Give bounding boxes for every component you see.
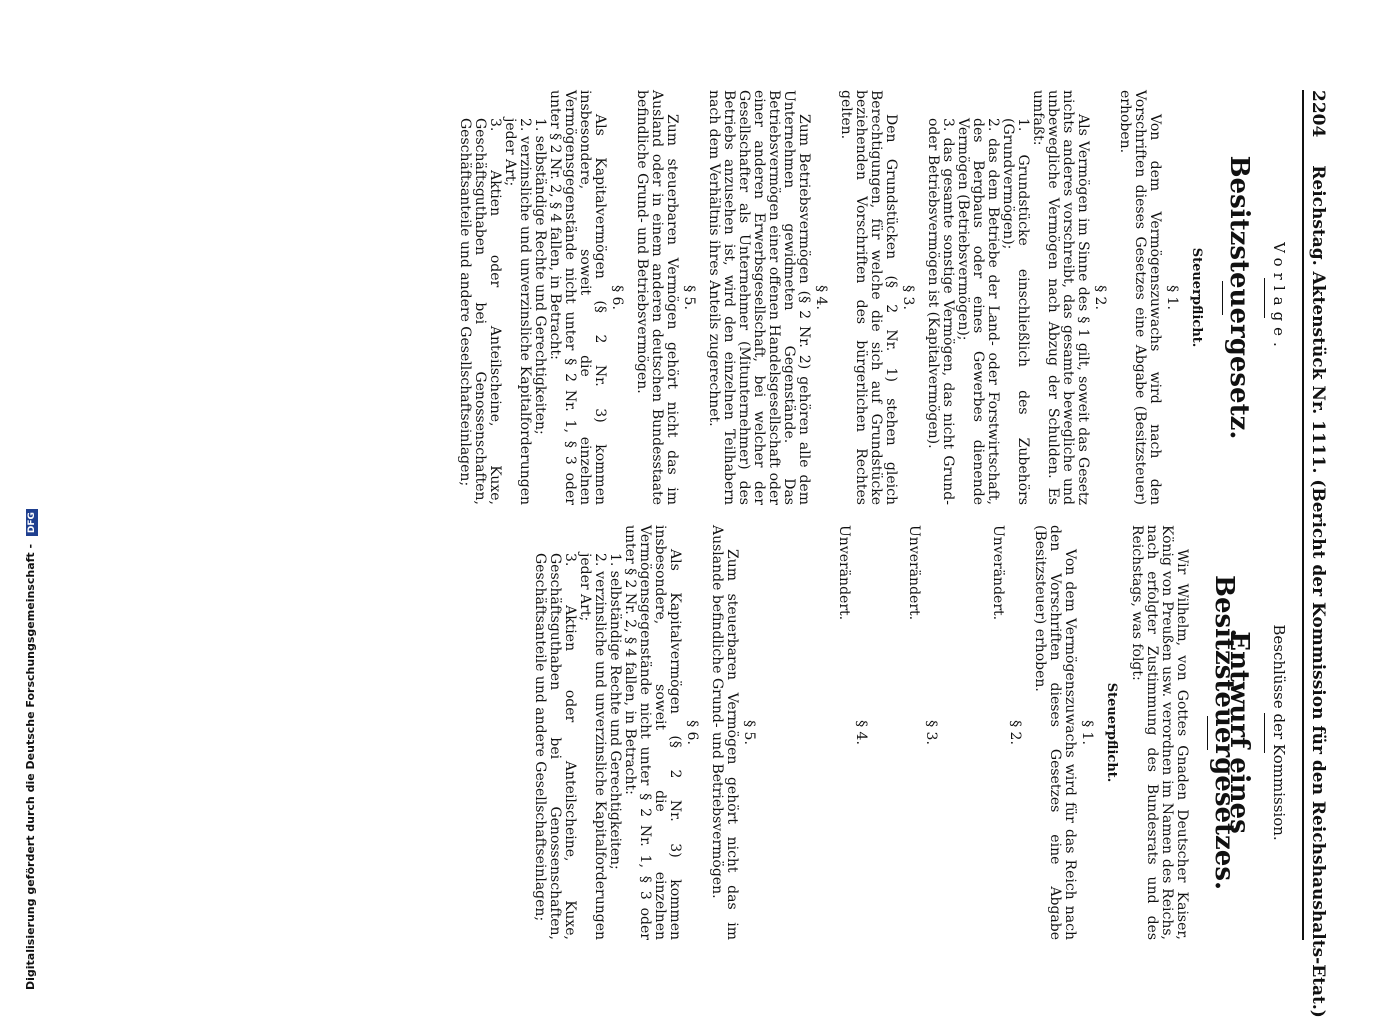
section-heading: Steuerpflicht. <box>1104 682 1119 783</box>
column-vorlage <box>457 90 1288 505</box>
document-title: Entwurf eines Besitzsteuergesetzes. <box>1209 574 1254 891</box>
list-item: 1. selbständige Rechte und Gerechtigkeiten; <box>607 553 623 870</box>
column-kicker: Beschlüsse der Kommission. <box>1270 624 1288 841</box>
page-header <box>1302 90 1328 1018</box>
unchanged-note: Unverändert. <box>906 525 922 621</box>
divider <box>1264 278 1265 318</box>
column-kicker: Vorlage. <box>1270 242 1288 353</box>
paragraph-number: § 1. <box>1164 285 1180 310</box>
paragraph-number: § 5. <box>681 285 697 310</box>
spacer <box>794 525 836 940</box>
preamble: Wir Wilhelm, von Gottes Gnaden Deutscher Kaiser, König von Preußen usw. verordnen im Namen des Reichs, nach erfolgter Zustimmung des Bundesrats und des Reichstags, was folgt: <box>1129 525 1190 940</box>
paragraph-number: § 6. <box>684 720 700 745</box>
paragraph-number: § 4. <box>853 720 869 745</box>
item-list <box>925 90 1030 505</box>
paragraph-text: Als Vermögen im Sinne des § 1 gilt, soweit das Gesetz nichts anderes vorschreibt, das gesamte bewegliche und unbewegliche Vermögen nach Abzug der Schulden. Es umfaßt: <box>1030 90 1091 505</box>
paragraph-number: § 1. <box>1079 720 1095 745</box>
list-item: 2. verzinsliche und unverzinsliche Kapitalforderungen jeder Art; <box>502 118 533 505</box>
paragraph-text: Von dem Vermögenszuwachs wird nach den Vorschriften dieses Gesetzes eine Abgabe (Besitzsteuer) erhoben. <box>1117 90 1163 505</box>
section-heading: Steuerpflicht. <box>1189 247 1204 348</box>
list-item: 3. das gesamte sonstige Vermögen, das nicht Grund- oder Betriebsvermögen ist (Kapitalvermögen). <box>925 118 956 505</box>
credit-text: Digitalisierung gefördert durch die Deutsche Forschungsgemeinschaft - <box>24 543 37 990</box>
list-item: 2. verzinsliche und unverzinsliche Kapitalforderungen jeder Art; <box>577 553 608 940</box>
unchanged-note: Unverändert. <box>990 525 1006 621</box>
digitization-credit <box>24 0 38 990</box>
unchanged-note: Unverändert. <box>836 525 852 621</box>
list-item: 3. Aktien oder Anteilscheine, Kuxe, Geschäftsguthaben bei Genossenschaften, Geschäftsanteile und andere Gesellschaftseinlagen; <box>532 553 578 940</box>
divider <box>1264 713 1265 753</box>
paragraph-number: § 4. <box>813 285 829 310</box>
list-item: 1. selbständige Rechte und Gerechtigkeiten; <box>532 118 548 435</box>
paragraph-text: Den Grundstücken (§ 2 Nr. 1) stehen gleich Berechtigungen, für welche die sich auf Grundstücke beziehenden Vorschriften des bürgerlichen Rechtes gelten. <box>838 90 899 505</box>
paragraph-number: § 2. <box>1092 285 1108 310</box>
item-list <box>532 525 622 940</box>
list-item: 3. Aktien oder Anteilscheine, Kuxe, Geschäftsguthaben bei Genossenschaften, Geschäftsanteile und andere Gesellschaftseinlagen; <box>457 118 503 505</box>
header-text: Reichstag. Aktenstück Nr. 1111. (Bericht der Kommission für den Reichshaushalts-Etat.) <box>1308 165 1328 1018</box>
spacer <box>878 525 906 940</box>
paragraph-text: Zum steuerbaren Vermögen gehört nicht das im Ausland oder in einem anderen deutschen Bundesstaate befindliche Grund- und Betriebsvermögen. <box>634 90 680 505</box>
paragraph-number: § 5. <box>741 720 757 745</box>
list-item: 1. Grundstücke einschließlich des Zubehörs (Grundvermögen); <box>1000 118 1031 505</box>
paragraph-text: Als Kapitalvermögen (§ 2 Nr. 3) kommen insbesondere, soweit die einzelnen Vermögensgegenstände nicht unter § 2 Nr. 1, § 3 oder unter § 2 Nr. 2, § 4 fallen, in Betracht: <box>622 525 683 940</box>
paragraph-text: Als Kapitalvermögen (§ 2 Nr. 3) kommen insbesondere, soweit die einzelnen Vermögensgegenstände nicht unter § 2 Nr. 1, § 3 oder unter § 2 Nr. 2, § 4 fallen, in Betracht: <box>547 90 608 505</box>
divider <box>1222 281 1223 315</box>
paragraph-number: § 2. <box>1007 720 1023 745</box>
document-title: Besitzsteuergesetz. <box>1224 155 1254 440</box>
list-item: 2. das dem Betriebe der Land- oder Forstwirtschaft, des Bergbaus oder eines Gewerbes dienende Vermögen (Betriebsvermögen); <box>955 118 1001 505</box>
paragraph-text: Von dem Vermögenszuwachs wird für das Reich nach den Vorschriften dieses Gesetzes eine Abgabe (Besitzsteuer) erhoben. <box>1032 525 1078 940</box>
paragraph-number: § 3. <box>900 285 916 310</box>
divider <box>1207 716 1208 750</box>
page-number: 2204 <box>1308 90 1328 138</box>
spacer <box>766 525 794 940</box>
spacer <box>948 525 990 940</box>
paragraph-text: Zum steuerbaren Vermögen gehört nicht das im Auslande befindliche Grund- und Betriebsvermögen. <box>709 525 740 940</box>
paragraph-text: Zum Betriebsvermögen (§ 2 Nr. 2) gehören alle dem Unternehmen gewidmeten Gegenstände. Das Betriebsvermögen einer offenen Handelsgesellschaft oder einer anderen Erwerbsgesellschaft, bei welcher der Gesellschafter als Unternehmer (Mitunternehmer) des Betriebs anzusehen ist, wird den einzelnen Teilhabern nach dem Verhältnis ihres Anteils zugerechnet. <box>706 90 812 505</box>
paragraph-number: § 3. <box>923 720 939 745</box>
paragraph-number: § 6. <box>609 285 625 310</box>
item-list <box>457 90 547 505</box>
dfg-logo: DFG <box>26 509 38 536</box>
column-beschluesse <box>532 525 1288 940</box>
